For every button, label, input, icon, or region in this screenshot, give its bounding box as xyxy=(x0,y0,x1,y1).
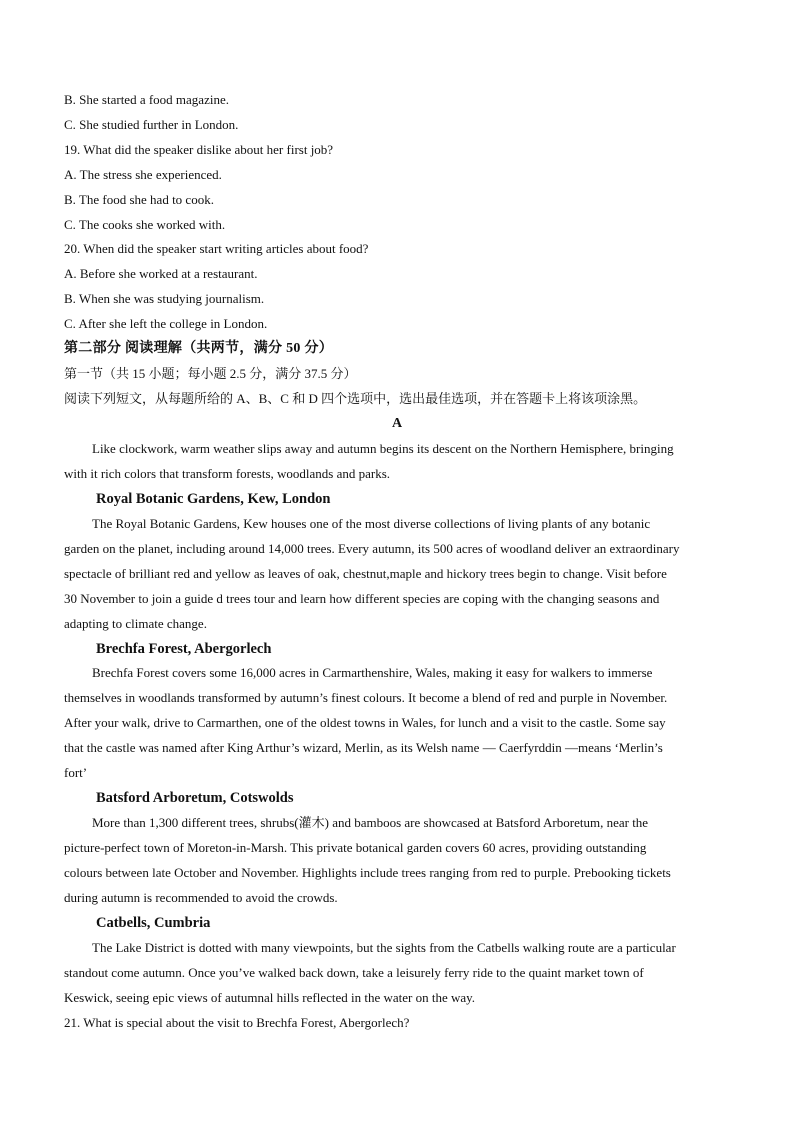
paragraph-line: garden on the planet, including around 14,000 trees. Every autumn, its 500 acres of woodland deliver an extraordinary xyxy=(64,541,680,556)
q20-option-c: C. After she left the college in London. xyxy=(64,316,268,331)
section-title-brechfa: Brechfa Forest, Abergorlech xyxy=(96,641,272,657)
paragraph-line: that the castle was named after King Arthur’s wizard, Merlin, as its Welsh name — Caerfyrddin —means ‘Merlin’s xyxy=(64,740,663,755)
paragraph-line: 30 November to join a guide d trees tour and learn how different species are coping with the changing seasons and xyxy=(64,591,660,606)
part2-heading: 第二部分 阅读理解（共两节，满分 50 分） xyxy=(64,341,334,356)
q19-stem: 19. What did the speaker dislike about her first job? xyxy=(64,142,334,157)
q21-stem: 21. What is special about the visit to Brechfa Forest, Abergorlech? xyxy=(64,1015,410,1030)
section-title-batsford: Batsford Arboretum, Cotswolds xyxy=(96,790,294,806)
q20-option-b: B. When she was studying journalism. xyxy=(64,291,265,306)
section-title-kew: Royal Botanic Gardens, Kew, London xyxy=(96,491,331,507)
paragraph-line: After your walk, drive to Carmarthen, one of the oldest towns in Wales, for lunch and a visit to the castle. Some say xyxy=(64,715,666,730)
paragraph-line: spectacle of brilliant red and yellow as leaves of oak, chestnut,maple and hickory trees begin to change. Visit before xyxy=(64,566,667,581)
passage-intro-line: Like clockwork, warm weather slips away and autumn begins its descent on the Northern Hemisphere, bringing xyxy=(92,441,674,456)
paragraph-line: themselves in woodlands transformed by autumn’s finest colours. It become a blend of red and purple in November. xyxy=(64,690,668,705)
q19-option-a: A. The stress she experienced. xyxy=(64,167,222,182)
q18-option-c: C. She studied further in London. xyxy=(64,117,239,132)
q19-option-c: C. The cooks she worked with. xyxy=(64,217,226,232)
paragraph-line: colours between late October and November. Highlights include trees ranging from red to purple. Prebooking tickets xyxy=(64,865,671,880)
q19-option-b: B. The food she had to cook. xyxy=(64,192,214,207)
paragraph-line: More than 1,300 different trees, shrubs(灌木) and bamboos are showcased at Batsford Arboretum, near the xyxy=(92,815,649,830)
paragraph-line: fort’ xyxy=(64,765,88,780)
q20-option-a: A. Before she worked at a restaurant. xyxy=(64,266,258,281)
paragraph-line: standout come autumn. Once you’ve walked back down, take a leisurely ferry ride to the quaint market town of xyxy=(64,965,644,980)
paragraph-line: during autumn is recommended to avoid the crowds. xyxy=(64,890,338,905)
paragraph-line: adapting to climate change. xyxy=(64,616,207,631)
paragraph-line: The Royal Botanic Gardens, Kew houses one of the most diverse collections of living plants of any botanic xyxy=(92,516,651,531)
section1-heading: 第一节（共 15 小题；每小题 2.5 分，满分 37.5 分） xyxy=(64,366,357,381)
paragraph-line: The Lake District is dotted with many viewpoints, but the sights from the Catbells walking route are a particular xyxy=(92,940,676,955)
paragraph-line: Brechfa Forest covers some 16,000 acres in Carmarthenshire, Wales, making it easy for walkers to immerse xyxy=(92,665,653,680)
q20-stem: 20. When did the speaker start writing articles about food? xyxy=(64,241,369,256)
paragraph-line: picture-perfect town of Moreton-in-Marsh. This private botanical garden covers 60 acres, providing outstanding xyxy=(64,840,647,855)
section-title-catbells: Catbells, Cumbria xyxy=(96,915,211,931)
reading-instruction: 阅读下列短文，从每题所给的 A、B、C 和 D 四个选项中，选出最佳选项，并在答题卡上将该项涂黑。 xyxy=(64,391,647,406)
passage-intro-line: with it rich colors that transform forests, woodlands and parks. xyxy=(64,466,391,481)
passage-label: A xyxy=(391,416,403,431)
paragraph-line: Keswick, seeing epic views of autumnal hills reflected in the water on the way. xyxy=(64,990,476,1005)
q18-option-b: B. She started a food magazine. xyxy=(64,92,229,107)
